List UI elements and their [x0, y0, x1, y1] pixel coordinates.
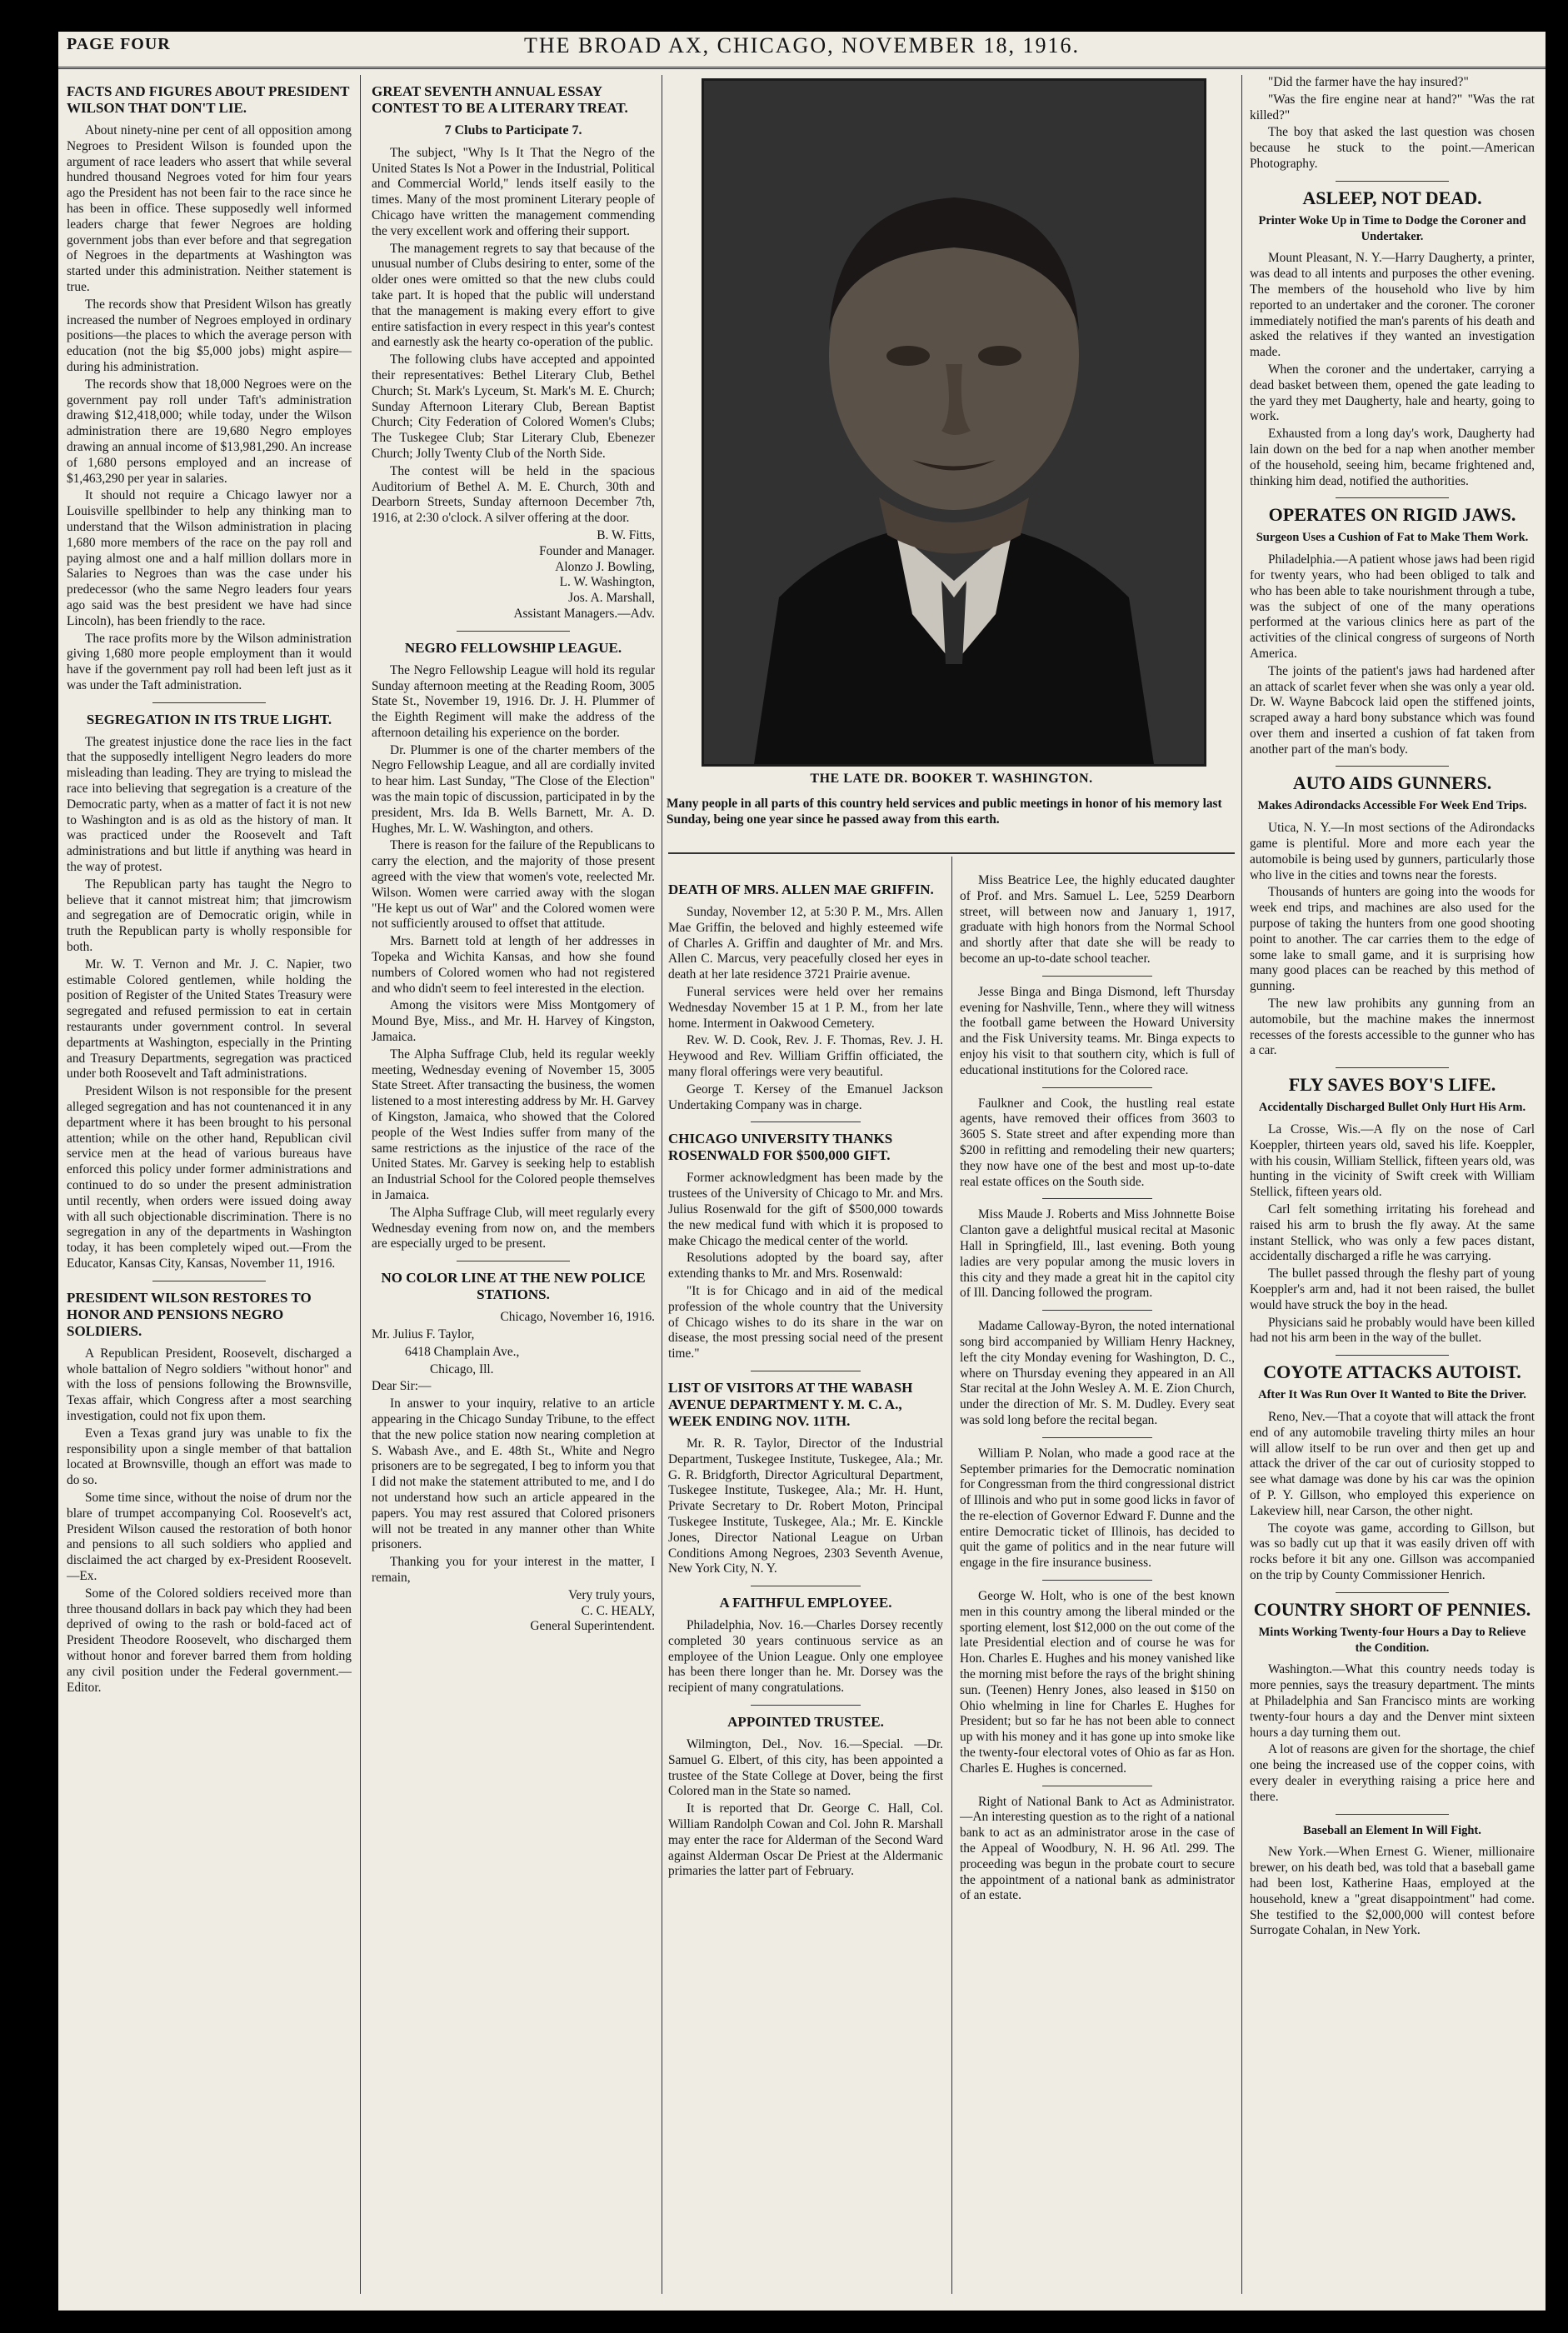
- article-paragraph: George T. Kersey of the Emanuel Jackson Undertaking Company was in charge.: [668, 1082, 943, 1112]
- article-paragraph: The contest will be held in the spacious Auditorium of Bethel A. M. E. Church, 30th and Dearborn Streets, Sunday afternoon December 7th, 1916, at 2:30 o'clock. A silver offering at the door.: [372, 463, 655, 526]
- article-paragraph: The Alpha Suffrage Club, held its regular weekly meeting, Wednesday evening of November 15, 3005 State Street. After transacting the business, the women listened to a most interesting address by Mr. H. Garvey of Kingston, Jamaica, who showed that the Colored people of the West Indies suffer from many of the same restrictions as the injustice of the race of the United States. Mr. Garvey is seeking help to establish an Industrial School for the Colored people themselves in Jamaica.: [372, 1047, 655, 1202]
- signature-line: Founder and Manager.: [539, 543, 655, 558]
- article-paragraph: Washington.—What this country needs today is more pennies, says the treasury department. The mints at Philadelphia and San Francisco mints are working twenty-four hours a day and the Denver mint sixteen hours a day turning them out.: [1250, 1662, 1535, 1740]
- page-label: PAGE FOUR: [67, 35, 171, 53]
- column-rule: [360, 75, 361, 2294]
- article-paragraph: About ninety-nine per cent of all opposition among Negroes to President Wilson is founded upon the argument of race leaders who assert that while several hundred thousand Negroes voted for him four years ago the President has not been fair to the race since he has been in office. These supposedly well informed leaders charge that fewer Negroes are holding government jobs than ever before and that segregation of Negroes in the departments at Washington was started under this administration. Neither statement is true.: [67, 123, 352, 294]
- column-4-lower: [960, 873, 1235, 2297]
- letter-address: 6418 Champlain Ave.,: [405, 1344, 520, 1359]
- subheadline: Surgeon Uses a Cushion of Fat to Make Them Work.: [1256, 531, 1529, 545]
- newspaper-page: [58, 32, 1546, 2311]
- signature-line: L. W. Washington,: [559, 575, 655, 590]
- article-paragraph: The Negro Fellowship League will hold its regular Sunday afternoon meeting at the Reading Room, 3005 State St., November 19, 1916. Dr. J. H. Plummer of the Eighth Regiment will make the address of the afternoon detailing his experience on the border.: [372, 662, 655, 740]
- article-paragraph: The subject, "Why Is It That the Negro of the United States Is Not a Power in the Industrial, Political and Commercial World," lends itself easily to the times. Many of the most prominent Literary people of Chicago have written the management commending the very excellent work and offering their support.: [372, 145, 655, 238]
- article-paragraph: "Was the fire engine near at hand?" "Was the rat killed?": [1250, 92, 1535, 122]
- article-paragraph: In answer to your inquiry, relative to an article appearing in the Chicago Sunday Tribune, to the effect that the new police station now nearing completion at S. Wabash Ave., and E. 48th St., White and Negro prisoners are to be segregated, I beg to inform you that I did not make the statement attributed to me, and I do not understand how such an article appeared in the papers. You may rest assured that Colored prisoners will not be treated in any manner other than White prisoners.: [372, 1396, 655, 1552]
- article-paragraph: Sunday, November 12, at 5:30 P. M., Mrs. Allen Mae Griffin, the beloved and highly esteemed wife of Charles A. Griffin and daughter of Mr. and Mrs. Allen C. Marcus, very peacefully closed her eyes in death at her late residence 3721 Prairie avenue.: [668, 905, 943, 982]
- subheadline: Accidentally Discharged Bullet Only Hurt His Arm.: [1258, 1101, 1526, 1115]
- article-paragraph: The Alpha Suffrage Club, will meet regularly every Wednesday evening from now on, and the members are especially urged to be present.: [372, 1205, 655, 1251]
- article-paragraph: Mrs. Barnett told at length of her addresses in Topeka and Wichita Kansas, and how she found numbers of Colored women who had not registered and who didn't seem to feel interested in the election.: [372, 934, 655, 996]
- article-paragraph: Former acknowledgment has been made by the trustees of the University of Chicago to Mr. and Mrs. Julius Rosenwald for the gift of $500,000 towards the new medical fund with which it is proposed to make Chicago the medical center of the world.: [668, 1171, 943, 1248]
- headline-rigid-jaws: OPERATES ON RIGID JAWS.: [1268, 504, 1516, 526]
- subheadline: Makes Adirondacks Accessible For Week End Trips.: [1257, 799, 1527, 813]
- letter-date: Chicago, November 16, 1916.: [500, 1310, 655, 1325]
- article-paragraph: Physicians said he probably would have been killed had not his arm been in the way of the bullet.: [1250, 1315, 1535, 1346]
- article-paragraph: Miss Maude J. Roberts and Miss Johnnette Boise Clanton gave a delightful musical recital at Masonic Hall in Springfield, Ill., last evening. Both young ladies are very popular among the music lovers in this city and they made a great hit in the capitol city of Ill. Dancing followed the program.: [960, 1207, 1235, 1301]
- article-paragraph: Faulkner and Cook, the hustling real estate agents, have removed their offices from 3603 to 3605 S. State street and after expending more than $200 in refitting and remodeling their new quarters; they now have one of the best and most up-to-date real estate offices on the South side.: [960, 1096, 1235, 1189]
- headline-fellowship-league: NEGRO FELLOWSHIP LEAGUE.: [404, 639, 622, 656]
- article-paragraph: Mr. W. T. Vernon and Mr. J. C. Napier, two estimable Colored gentlemen, while holding the position of Register of the United States Treasury were segregated and refused permission to eat in certain restaurants under government control. In several departments at Washington, especially in the Printing and Treasury Departments, segregation was practiced under both Roosevelt and Taft administrations.: [67, 957, 352, 1082]
- article-paragraph: Rev. W. D. Cook, Rev. J. F. Thomas, Rev. J. H. Heywood and Rev. William Griffin officiated, the many floral offerings were very beautiful.: [668, 1033, 943, 1079]
- article-paragraph: The bullet passed through the fleshy part of young Koeppler's arm and, had it not been raised, the bullet would have struck the boy in the head.: [1250, 1266, 1535, 1312]
- article-paragraph: Among the visitors were Miss Montgomery of Mound Bye, Miss., and Mr. H. Harvey of Kingston, Jamaica.: [372, 998, 655, 1045]
- article-paragraph: The new law prohibits any gunning from an automobile, but the machine makes the innermost recesses of the forests accessible to the gunner who has a car.: [1250, 997, 1535, 1058]
- article-paragraph: New York.—When Ernest G. Wiener, millionaire brewer, on his death bed, was told that a baseball game had been lost, Katherine Haas, employed at the household, knew a "great disappointment" had come. She testified to the $2,000,000 will contest before Surrogate Cohalan, in New York.: [1250, 1845, 1535, 1938]
- column-3-lower: [668, 873, 943, 2297]
- article-paragraph: The following clubs have accepted and appointed their representatives: Bethel Literary Club, Bethel Church; St. Mark's Lyceum, St. Mark's M. E. Church; Sunday Afternoon Literary Club, Berean Baptist Church; City Federation of Colored Women's Clubs; The Tuskegee Club; Star Literary Club, Ebenezer Church; Jolly Twenty Club of the North Side.: [372, 352, 655, 461]
- subheadline: Mints Working Twenty-four Hours a Day to Relieve the Condition.: [1258, 1625, 1526, 1655]
- headline-asleep-not-dead: ASLEEP, NOT DEAD.: [1302, 187, 1482, 208]
- article-paragraph: Carl felt something irritating his forehead and raised his arm to brush the fly away. At the same instant Stellick, who was only a few paces distant, accidentally discharged a rifle he was carrying.: [1250, 1202, 1535, 1264]
- subheadline: 7 Clubs to Participate 7.: [444, 123, 582, 137]
- newspaper-title: THE BROAD AX, CHICAGO, NOVEMBER 18, 1916.: [523, 33, 1080, 57]
- divider: [1042, 976, 1152, 977]
- signature-line: Alonzo J. Bowling,: [555, 559, 655, 574]
- article-paragraph: Right of National Bank to Act as Administrator.—An interesting question as to the right of a national bank to act as an administrator arose in the case of the Appeal of Woodbury, N. H. 96 Atl. 299. The proceeding was begun in the probate court to secure the appointment of a national bank as administrator of an estate.: [960, 1794, 1235, 1903]
- article-paragraph: The joints of the patient's jaws had hardened after an attack of scarlet fever when she was only a year old. Dr. W. Wayne Babcock laid open the stiffened joints, scraped away a hard bony substance which was found over them and inserted a cushion of fat taken from another part of the man's body.: [1250, 663, 1535, 757]
- headline-fly-saves-boy: FLY SAVES BOY'S LIFE.: [1288, 1074, 1496, 1096]
- signature-line: B. W. Fitts,: [597, 527, 655, 542]
- headline-wilson-facts: FACTS AND FIGURES ABOUT PRESIDENT WILSON THAT DON'T LIE.: [67, 83, 350, 116]
- article-paragraph: Wilmington, Del., Nov. 16.—Special. —Dr. Samuel G. Elbert, of this city, has been appointed a trustee of the State College at Dover, being the first Colored man in the State so named.: [668, 1737, 943, 1799]
- headline-essay-contest: GREAT SEVENTH ANNUAL ESSAY CONTEST TO BE A LITERARY TREAT.: [372, 83, 628, 116]
- article-paragraph: Mount Pleasant, N. Y.—Harry Daugherty, a printer, was dead to all intents and purposes the other evening. The members of the household who live by him reported to an undertaker and the coroner. The coroner immediately notified the man's parents of his death and asked the relatives if they wanted an investigation made.: [1250, 251, 1535, 360]
- portrait-block: [668, 78, 1235, 820]
- divider: [1042, 1198, 1152, 1199]
- article-paragraph: Madame Calloway-Byron, the noted international song bird accompanied by William Henry Hackney, left the city Monday evening for Washington, D. C., where on Thursday evening they appeared in an All Star recital at the John Wesley A. M. E. Zion Church, under the direction of Mr. S. M. Dudley. Every seat was sold long before the recital began.: [960, 1319, 1235, 1427]
- photo-caption: THE LATE DR. BOOKER T. WASHINGTON.: [810, 772, 1093, 786]
- article-paragraph: Philadelphia.—A patient whose jaws had been rigid for twenty years, who had been obliged to talk and who has been able to take nourishment through a tube, was the subject of one of the many operations performed at the various clinics here as part of the activities of the clinical congress of surgeons of North America.: [1250, 552, 1535, 661]
- article-paragraph: Exhausted from a long day's work, Daugherty had lain down on the bed for a nap when another member of the household, seeing him, became frightened and, thinking him dead, notified the authorities.: [1250, 427, 1535, 488]
- divider: [1336, 181, 1450, 182]
- headline-no-color-line: NO COLOR LINE AT THE NEW POLICE STATIONS.: [381, 1270, 646, 1303]
- article-paragraph: La Crosse, Wis.—A fly on the nose of Carl Koeppler, thirteen years old, saved his life. Koeppler, with his cousin, William Stellick, fifteen years old, was hunting in the vicinity of Swift creek with William Stellick, fifteen years old.: [1250, 1122, 1535, 1200]
- signature-line: Assistant Managers.—Adv.: [513, 606, 655, 621]
- article-paragraph: The coyote was game, according to Gillson, but was so badly cut up that it was easily driven off with rocks before it bit any one. Gillson was accompanied on the trip by County Commissioner Henrich.: [1250, 1521, 1535, 1582]
- article-paragraph: Some of the Colored soldiers received more than three thousand dollars in back pay which they had been deprived of owing to the rash or bold-faced act of President Theodore Roosevelt, who discharged them without honor and forever barred them from holding any civil position under the Federal government.—Editor.: [67, 1586, 352, 1695]
- portrait-illustration: [704, 81, 1204, 764]
- divider: [668, 852, 1235, 854]
- headline-auto-gunners: AUTO AIDS GUNNERS.: [1292, 772, 1492, 794]
- article-paragraph: Funeral services were held over her remains Wednesday November 15 at 1 P. M., from her late home. Interment in Oakwood Cemetery.: [668, 984, 943, 1031]
- article-paragraph: There is reason for the failure of the Republicans to carry the election, and the majority of those present agreed with the view that women's vote, reelected Mr. Wilson. Women were carried away with the slogan "He kept us out of War" and the Colored women were not sufficiently aroused to offset that attitude.: [372, 838, 655, 932]
- letter-address: Mr. Julius F. Taylor,: [372, 1326, 475, 1341]
- article-paragraph: When the coroner and the undertaker, carrying a dead basket between them, opened the gate leading to the yard they met Daugherty, hale and hearty, going to work.: [1250, 362, 1535, 424]
- column-1: [67, 75, 352, 2297]
- headline-ymca-visitors: LIST OF VISITORS AT THE WABASH AVENUE DEPARTMENT Y. M. C. A., WEEK ENDING NOV. 11TH.: [668, 1379, 913, 1429]
- article-paragraph: Utica, N. Y.—In most sections of the Adirondacks game is plentiful. More and more each year the automobile is being used by gunners, particularly those who live in the cities and towns near the forests.: [1250, 821, 1535, 882]
- subheadline: After It Was Run Over It Wanted to Bite the Driver.: [1258, 1388, 1526, 1402]
- article-paragraph: Jesse Binga and Binga Dismond, left Thursday evening for Nashville, Tenn., where they will witness the football game between the Howard University and the Fisk University teams. Mr. Binga expects to enjoy his visit to that southern city, which is full of educational institutions for the Colored race.: [960, 984, 1235, 1077]
- divider: [1336, 1814, 1450, 1815]
- article-paragraph: William P. Nolan, who made a good race at the September primaries for the Democratic nomination for Congressman from the third congressional district of Illinois and who put in some good licks in favor of the re-election of Governor Edward F. Dunne and the entire Democratic ticket of Illinois, has decided to quit the game of politics and in the near future will engage in the fire insurance business.: [960, 1446, 1235, 1571]
- article-paragraph: Mr. R. R. Taylor, Director of the Industrial Department, Tuskegee Institute, Tuskegee, Ala.; Mr. G. R. Bridgforth, Director Agricultural Department, Tuskegee Institute, Tuskegee, Ala.; Mr. H. Hunt, Private Secretary to Dr. Robert Moton, Principal Tuskegee Institute, Tuskegee, Ala.; Mr. E. Kinckle Jones, Director National League on Urban Conditions Among Negroes, 2303 Seventh Avenue, New York City, N. Y.: [668, 1436, 943, 1576]
- portrait-photo: [702, 78, 1206, 767]
- divider: [1336, 497, 1450, 498]
- column-rule: [1241, 75, 1242, 2294]
- signature-line: General Superintendent.: [530, 1619, 655, 1634]
- divider: [1336, 766, 1450, 767]
- column-rule: [951, 857, 952, 2294]
- article-paragraph: It is reported that Dr. George C. Hall, Col. William Randolph Cowan and Col. John R. Marshall may enter the race for Alderman of the Second Ward against Alderman Oscar De Priest at the Aldermanic primaries the latter part of February.: [668, 1801, 943, 1879]
- divider: [1042, 1437, 1152, 1438]
- article-paragraph: A lot of reasons are given for the shortage, the chief one being the increased use of the copper coins, with every dealer in everything raising a price here and there.: [1250, 1742, 1535, 1804]
- article-paragraph: The greatest injustice done the race lies in the fact that the supposedly intelligent Negro leaders do more misleading than leading. They are trying to mislead the race into believing that segregation is a creature of the Democratic party, when as a matter of fact it is not new to Washington and is as old as the history of man. It was practiced under the Roosevelt and Taft administrations and but little if anything was heard in the way of protest.: [67, 734, 352, 875]
- article-paragraph: "Did the farmer have the hay insured?": [1268, 75, 1469, 89]
- article-paragraph: A Republican President, Roosevelt, discharged a whole battalion of Negro soldiers "without honor" and with the loss of pensions following the Brownsville, Texas affair, which Congress after a most searching investigation, could not fix upon them.: [67, 1346, 352, 1423]
- photo-caption-text: Many people in all parts of this country held services and public meetings in honor of his memory last Sunday, being one year since he passed away from this earth.: [667, 797, 1222, 827]
- article-paragraph: George W. Holt, who is one of the best known men in this country among the liberal minded or the sporting element, lost $12,000 on the out come of the late Presidential election and of course he was for Hon. Charles E. Hughes and his money vanished like the morning mist before the rays of the bright shining sun. (Teenen) Henry Jones, also leased in $150 on Ohio whelming in line for Charles E. Hughes for President; but so far he has not been able to connect up with his money and it has gone up into smoke like the twenty-four electoral votes of Ohio as far as Hon. Charles E. Hughes is concerned.: [960, 1589, 1235, 1776]
- letter-address: Chicago, Ill.: [430, 1361, 494, 1376]
- divider: [1042, 1087, 1152, 1088]
- subheadline: Baseball an Element In Will Fight.: [1303, 1823, 1481, 1837]
- headline-coyote: COYOTE ATTACKS AUTOIST.: [1263, 1361, 1521, 1383]
- divider: [152, 702, 267, 703]
- article-paragraph: It should not require a Chicago lawyer nor a Louisville spellbinder to help any thinking man to understand that the Wilson administration in placing 1,680 more members of the race on the pay roll and paying almost one and a half million dollars more in Salaries to Negroes than was the case under his predecessor (who the same Negro leaders four years ago said was the best president we have had since Lincoln), has been friendly to the race.: [67, 488, 352, 628]
- headline-rosenwald: CHICAGO UNIVERSITY THANKS ROSENWALD FOR $500,000 GIFT.: [668, 1131, 893, 1164]
- divider: [457, 631, 570, 632]
- headline-wilson-restores: PRESIDENT WILSON RESTORES TO HONOR AND PENSIONS NEGRO SOLDIERS.: [67, 1289, 312, 1339]
- divider: [1336, 1592, 1450, 1593]
- article-paragraph: The boy that asked the last question was chosen because he stuck to the point.—American Photography.: [1250, 125, 1535, 171]
- signature-line: Jos. A. Marshall,: [568, 591, 655, 606]
- headline-segregation: SEGREGATION IN ITS TRUE LIGHT.: [86, 711, 332, 727]
- divider: [1042, 1580, 1152, 1581]
- headline-pennies: COUNTRY SHORT OF PENNIES.: [1253, 1598, 1531, 1620]
- signature-line: C. C. HEALY,: [581, 1603, 655, 1618]
- divider: [751, 1705, 861, 1706]
- headline-appointed-trustee: APPOINTED TRUSTEE.: [727, 1714, 884, 1731]
- masthead: [58, 32, 1546, 69]
- article-paragraph: The race profits more by the Wilson administration giving 1,680 more people employment than it would have if the government pay roll had been left just as it was under the Taft administration.: [67, 631, 352, 692]
- headline-griffin-death: DEATH OF MRS. ALLEN MAE GRIFFIN.: [668, 882, 934, 897]
- signature-line: Very truly yours,: [568, 1587, 655, 1602]
- article-paragraph: The records show that President Wilson has greatly increased the number of Negroes employed in ordinary positions—the places to which the average person with education (not the big $5,000 jobs) might aspire—during his administration.: [67, 297, 352, 374]
- article-paragraph: The Republican party has taught the Negro to believe that it cannot mistreat him; that jimcrowism and segregation are of Democratic origin, while in truth the Republican party is wholly responsible for both.: [67, 877, 352, 955]
- article-paragraph: President Wilson is not responsible for the present alleged segregation and has not countenanced it in any department where it has been brought to his personal attention; while on the other hand, Republican civil service men at the head of various bureaus have enforced this policy under former administrations and continued to do so under the present administration until recently, when orders were issued doing away with all such objectionable discrimination. There is no segregation in any of the departments in Washington today, it has been completely wiped out.—From the Educator, Kansas City, Kansas, November 11, 1916.: [67, 1084, 352, 1271]
- divider: [1336, 1355, 1450, 1356]
- article-paragraph: Reno, Nev.—That a coyote that will attack the front end of any automobile traveling thirty miles an hour will allow itself to be run over and then get up and attack the driver of the car out of curiosity stopped to see what damage was done by his car was the opinion of P. Y. Gillson, who employed this experience on Lakeview hill, near Carson, the other night.: [1250, 1409, 1535, 1518]
- article-paragraph: Dr. Plummer is one of the charter members of the Negro Fellowship League, and all are cordially invited to hear him. Last Sunday, "The Close of the Election" was the main topic of discussion, participated in by the president, Mrs. Ida B. Wells Barnett, Mr. A. D. Hughes, Mr. L. W. Washington, and others.: [372, 742, 655, 836]
- article-paragraph: Thanking you for your interest in the matter, I remain,: [372, 1555, 655, 1585]
- article-paragraph: Thousands of hunters are going into the woods for week end trips, and machines are also used for the purpose of taking the hunters from one good shooting point to another. The car carries them to the edge of some lake to small game, and it is surprising how many good places can be reached by this method of gunning.: [1250, 885, 1535, 994]
- subheadline: Printer Woke Up in Time to Dodge the Coroner and Undertaker.: [1258, 213, 1526, 243]
- letter-salutation: Dear Sir:—: [372, 1379, 432, 1394]
- article-paragraph: Even a Texas grand jury was unable to fix the responsibility upon a single member of that battalion located at Brownsville, though an effort was made to do so.: [67, 1426, 352, 1488]
- article-paragraph: Some time since, without the noise of drum nor the blare of trumpet accompanying Col. Roosevelt's act, President Wilson caused the restoration of both honor and pensions to all such soldiers who applied and disclaimed the act charged by ex-President Roosevelt.—Ex.: [67, 1490, 352, 1583]
- divider: [1336, 1067, 1450, 1068]
- article-paragraph: Miss Beatrice Lee, the highly educated daughter of Prof. and Mrs. Samuel L. Lee, 5259 Dearborn street, will between now and January 1, 1917, graduate with high honors from the Normal School and shortly after that date she will be ready to become an up-to-date school teacher.: [960, 873, 1235, 966]
- article-paragraph: "It is for Chicago and in aid of the medical profession of the whole country that the University of Chicago wishes to do its share in the war on disease, the most pressing social need of the present time.": [668, 1283, 943, 1361]
- article-paragraph: The records show that 18,000 Negroes were on the government pay roll under Taft's administration drawing $12,418,000; while today, under the Wilson administration there are 19,680 Negro employes drawing an annual income of $13,981,290. An increase of 1,680 persons employed and an increase of $1,463,290 per year in salaries.: [67, 377, 352, 486]
- column-5: [1250, 75, 1535, 2297]
- article-paragraph: Resolutions adopted by the board say, after extending thanks to Mr. and Mrs. Rosenwald:: [668, 1251, 943, 1281]
- article-paragraph: Philadelphia, Nov. 16.—Charles Dorsey recently completed 30 years continuous service as an employee of the Union League. Only one employee has been there longer than he. Mr. Dorsey was the recipient of many congratulations.: [668, 1618, 943, 1696]
- column-2: [372, 75, 655, 2297]
- headline-faithful-employee: A FAITHFUL EMPLOYEE.: [719, 1595, 892, 1611]
- divider: [1042, 1310, 1152, 1311]
- article-paragraph: The management regrets to say that because of the unusual number of Clubs desiring to enter, some of the older ones were omitted so that the new clubs could take part. It is hoped that the public will understand that the management is making every effort to give entire satisfaction in every respect in this year's contest and earnestly ask the hearty co-operation of the public.: [372, 241, 655, 350]
